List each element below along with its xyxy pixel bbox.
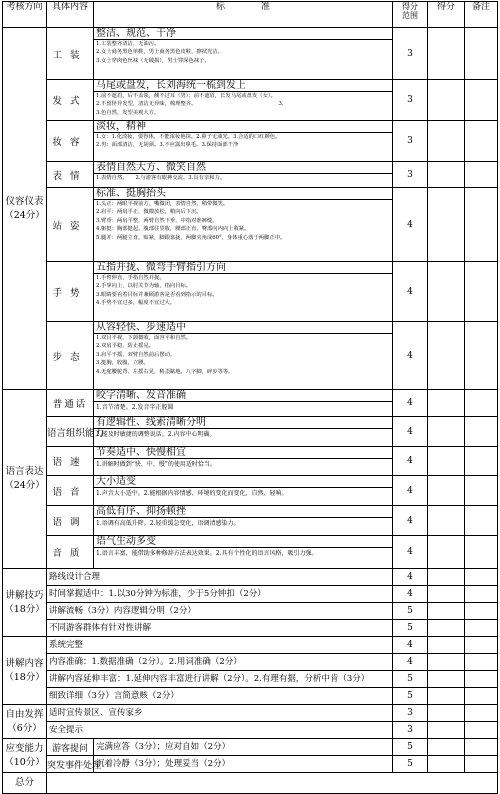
criteria-row (3, 28, 498, 80)
max-score: 4 (393, 188, 428, 262)
score-cell[interactable] (428, 688, 465, 705)
standard-cell (94, 506, 393, 536)
criteria-row (3, 188, 498, 262)
standard-cell (94, 80, 393, 121)
note-cell[interactable] (465, 447, 498, 476)
standard-cell (94, 188, 393, 262)
standard-heading: 有逻辑性、线索清晰分明 (94, 417, 392, 429)
score-cell[interactable] (428, 705, 465, 722)
criteria-row (3, 506, 498, 536)
category-content (3, 637, 47, 705)
standard-heading: 淡妆，精神 (94, 121, 392, 133)
category-points: （24分） (4, 209, 45, 221)
category-points: （18分） (4, 603, 45, 615)
category-label: 仪容仪表 (5, 195, 44, 207)
score-cell[interactable] (428, 739, 465, 756)
note-cell[interactable] (465, 586, 498, 603)
max-score: 3 (393, 28, 428, 80)
standard-detail: 2.肩平：两肩平正，微微放松，稍向后下沉。 (96, 209, 202, 216)
max-score: 4 (393, 447, 428, 476)
score-cell[interactable] (428, 476, 465, 506)
standard-cell (47, 654, 393, 671)
standard-text: 时间掌握适中：1.以30分钟为标准，少于5分钟扣（2分） (49, 589, 266, 599)
category-points: （6分） (7, 722, 42, 734)
score-cell[interactable] (428, 756, 465, 773)
item-name: 妆容 (47, 121, 94, 162)
standard-detail: 4.躯挺：胸部挺起、腹部往里收，腰部正直，臀部向内向上收紧。 (96, 226, 250, 233)
criteria-row (3, 536, 498, 569)
category-improv (3, 705, 47, 739)
standard-detail: 2.手掌向上，以肘关节为轴，指向目标。 (96, 283, 192, 290)
max-score: 4 (393, 536, 428, 569)
note-cell[interactable] (465, 262, 498, 322)
header-category: 考核方向 (3, 2, 47, 28)
category-appearance (3, 28, 47, 390)
standard-heading: 节奏适中、快慢相宜 (94, 447, 392, 459)
header-max-score: 得分 范围 (393, 2, 428, 28)
max-score: 4 (393, 637, 428, 654)
standard-heading: 标准、挺胸抬头 (94, 188, 392, 200)
score-cell[interactable] (428, 620, 465, 637)
standard-detail: 1.女：1.化淡妆，要得体，不能浓妆艳抹。2.鼻子无油光。3.合适的口红颜色。 (96, 134, 281, 140)
standard-cell (94, 121, 393, 162)
standard-text: 路线设计合理 (49, 572, 101, 582)
standard-detail: 3.眼睛要看着目标并兼顾游客是否看到指示的目标。 (96, 291, 218, 298)
score-cell[interactable] (428, 722, 465, 739)
item-name: 表情 (47, 162, 94, 188)
max-score: 4 (393, 506, 428, 536)
criteria-row (3, 722, 498, 739)
standard-detail: 3.挺胸，收腹，立腰。 (96, 360, 149, 367)
category-label: 自由发挥 (5, 708, 44, 720)
note-cell[interactable] (465, 162, 498, 188)
note-cell[interactable] (465, 671, 498, 688)
standard-heading: 整洁、规范、干净 (94, 28, 392, 40)
standard-detail: 1.双目平视，下颌微收，面容平和自然。 (96, 335, 192, 341)
standard-cell (47, 569, 393, 586)
standard-cell (94, 262, 393, 322)
note-cell[interactable] (465, 739, 498, 756)
header-row (3, 2, 498, 28)
category-response (3, 739, 47, 773)
max-score: 5 (393, 603, 428, 620)
criteria-row (3, 322, 498, 390)
standard-heading: 从容轻快、步速适中 (94, 322, 392, 334)
category-points: （10分） (4, 756, 45, 768)
score-cell[interactable] (428, 162, 465, 188)
criteria-row (3, 476, 498, 506)
score-cell[interactable] (428, 322, 465, 390)
item-name: 站姿 (47, 188, 94, 262)
max-score: 3 (393, 121, 428, 162)
score-cell[interactable] (428, 417, 465, 447)
criteria-row (3, 654, 498, 671)
criteria-row (3, 121, 498, 162)
standard-cell (47, 637, 393, 654)
standard-heading: 马尾或盘发，长刘海统一梳到发上 (94, 80, 392, 92)
item-name: 游客提问 (47, 739, 94, 756)
total-label: 总分 (3, 773, 47, 794)
standard-heading: 语气生动多变 (94, 536, 392, 548)
standard-cell (94, 390, 393, 417)
standard-text: 系统完整 (49, 640, 84, 650)
item-name: 工装 (47, 28, 94, 80)
criteria-row (3, 671, 498, 688)
standard-cell (47, 620, 393, 637)
standard-cell (47, 705, 393, 722)
standard-text: 讲解内容延伸丰富：1.延伸内容丰富进行讲解（2分）。2.有理有据，分析中肯（3分） (49, 674, 370, 684)
score-cell[interactable] (428, 121, 465, 162)
category-expression (3, 390, 47, 569)
criteria-row (3, 586, 498, 603)
item-name: 语音 (47, 476, 94, 506)
max-score: 4 (393, 476, 428, 506)
note-cell[interactable] (465, 121, 498, 162)
item-name: 突发事件处理 (47, 756, 94, 773)
standard-cell (94, 28, 393, 80)
score-cell[interactable] (428, 603, 465, 620)
max-score: 4 (393, 654, 428, 671)
standard-detail: 3.女士穿肉色丝袜（无破损），男士穿深色袜子。 (96, 57, 210, 64)
standard-detail: 1.能及时敏捷的调整说话。2.内容中心明确。 (96, 431, 216, 438)
standard-detail: 4.手势不宜过多，幅度不宜过大。 (96, 300, 176, 307)
standard-detail: 1.手臂伸直，手指自然并拢。 (96, 275, 165, 281)
standard-detail: 1.前不遮眉，后不盖领，侧不过耳（男）；前不遮眉，长发马尾或盘发（女）。 (96, 93, 276, 99)
header-item: 具体内容 (47, 2, 94, 28)
criteria-row (3, 637, 498, 654)
score-cell[interactable] (428, 569, 465, 586)
category-label: 应变能力 (5, 742, 44, 754)
standard-detail: 2.男：面部清洁，无胡须。3.不应露出鼻毛。3.保持面部干净 (96, 142, 239, 149)
category-label: 语言表达 (5, 466, 44, 477)
standard-detail: 3.肩平不摇，双臂自然前后摆动。 (96, 351, 176, 358)
criteria-row (3, 447, 498, 476)
standard-cell (94, 536, 393, 569)
criteria-row (3, 569, 498, 586)
standard-detail: 2.女士商务黑色单鞋，男士商务黑色皮鞋，擦拭光洁。 (96, 49, 223, 56)
standard-cell (47, 688, 393, 705)
note-cell[interactable] (465, 417, 498, 447)
category-points: （24分） (4, 480, 45, 491)
standard-detail: 3.臂垂：两肩平整，两臂自然下垂，中指对准裤缝。 (96, 217, 218, 224)
score-cell[interactable] (428, 654, 465, 671)
item-name: 语速 (47, 447, 94, 476)
item-name: 步态 (47, 322, 94, 390)
item-name: 语言组织能力 (47, 417, 94, 447)
criteria-row (3, 390, 498, 417)
score-cell[interactable] (428, 447, 465, 476)
max-score: 5 (393, 671, 428, 688)
score-cell[interactable] (428, 586, 465, 603)
total-row (3, 773, 498, 794)
note-cell[interactable] (465, 722, 498, 739)
item-name: 语调 (47, 506, 94, 536)
standard-detail: 1.语调有高低升降。2.轻重缓急变化，语调清感染力。 (96, 520, 240, 527)
max-score: 5 (393, 756, 428, 773)
standard-detail: 2.不留怪异发型，清洁无异味，梳理整齐。 3. (96, 101, 284, 108)
item-name: 音质 (47, 536, 94, 569)
note-cell[interactable] (465, 756, 498, 773)
max-score: 3 (393, 705, 428, 722)
score-cell[interactable] (428, 28, 465, 80)
criteria-row (3, 620, 498, 637)
standard-text: 不同游客群体有针对性讲解 (49, 623, 152, 633)
standard-cell (47, 603, 393, 620)
standard-cell (47, 671, 393, 688)
note-cell[interactable] (465, 637, 498, 654)
criteria-row (3, 162, 498, 188)
standard-heading: 大小适变 (94, 476, 392, 488)
standard-cell (94, 739, 393, 756)
note-cell[interactable] (465, 536, 498, 569)
note-cell[interactable] (465, 603, 498, 620)
note-cell[interactable] (465, 28, 498, 80)
criteria-row (3, 80, 498, 121)
standard-detail: 1.讲解时做到“快、中、慢”的使用适时恰当。 (96, 461, 216, 468)
standard-cell (94, 417, 393, 447)
standard-text: 完满应答（3分）；应对自如（2分） (96, 742, 231, 752)
note-cell[interactable] (465, 654, 498, 671)
standard-text: 细致详细（3分）言简意赅（2分） (49, 691, 179, 701)
score-cell[interactable] (428, 188, 465, 262)
note-cell[interactable] (465, 188, 498, 262)
criteria-row (3, 688, 498, 705)
note-cell[interactable] (465, 688, 498, 705)
category-label: 讲解内容 (5, 657, 44, 669)
standard-cell (47, 586, 393, 603)
category-technique (3, 569, 47, 637)
note-cell[interactable] (465, 322, 498, 390)
criteria-row (3, 705, 498, 722)
category-label: 讲解技巧 (5, 589, 44, 601)
max-score: 4 (393, 390, 428, 417)
criteria-row (3, 262, 498, 322)
standard-text: 内容准确：1.数据准确（2分）。2.用词准确（2分） (49, 657, 242, 667)
standard-detail: 5.腿并：两腿立直，贴紧，脚跟靠拢，两脚夹角成60°，身体重心落于两脚正中。 (96, 234, 286, 241)
score-cell[interactable] (428, 80, 465, 121)
criteria-row (3, 603, 498, 620)
note-cell[interactable] (465, 705, 498, 722)
standard-detail: 1.表情自然。 2.与游客有眼神交流。3.具有亲和力。 (96, 175, 226, 181)
scoring-table (2, 1, 498, 794)
standard-text: 适时宣传景区、宣传家乡 (49, 708, 143, 718)
standard-heading: 咬字清晰、发音准确 (94, 390, 392, 402)
item-name: 手势 (47, 262, 94, 322)
note-cell[interactable] (465, 620, 498, 637)
category-points: （18分） (4, 671, 45, 683)
standard-detail: 4.无驼腰驼背，左摇右晃，稍歪踮地，八字脚，碎步等等。 (96, 368, 234, 375)
note-cell[interactable] (465, 569, 498, 586)
note-cell[interactable] (465, 476, 498, 506)
standard-heading: 表情自然大方、微笑自然 (94, 162, 392, 174)
standard-heading: 五指并拢、微弯手臂指引方向 (94, 262, 392, 274)
total-value-cell[interactable] (47, 773, 498, 794)
standard-detail: 2.双肩平稳，防止摇晃。 (96, 343, 155, 350)
max-score: 4 (393, 569, 428, 586)
score-cell[interactable] (428, 671, 465, 688)
max-score: 5 (393, 620, 428, 637)
score-cell[interactable] (428, 637, 465, 654)
criteria-row (3, 417, 498, 447)
standard-cell (47, 722, 393, 739)
standard-cell (94, 476, 393, 506)
criteria-row (3, 739, 498, 756)
standard-text: 沉着冷静（3分）；处理妥当（2分） (96, 759, 231, 769)
note-cell[interactable] (465, 506, 498, 536)
item-name: 发式 (47, 80, 94, 121)
standard-detail: 3.色自然，发型美观大方。 (96, 109, 160, 116)
standard-detail: 1.头正：两眼平视前方，嘴微闭，表情自然，稍带微笑。 (96, 201, 229, 207)
standard-cell (94, 162, 393, 188)
header-note: 备注 (465, 2, 498, 28)
standard-detail: 1.声音大小适中。2.能根据内容情感、环境的变化而变化，自然、轻响。 (96, 490, 288, 497)
standard-text: 安全提示 (49, 725, 84, 735)
header-standard: 标 准 (94, 2, 393, 28)
score-cell[interactable] (428, 262, 465, 322)
standard-detail: 1.工装整齐清洁，无油污。 (96, 41, 160, 47)
standard-cell (94, 447, 393, 476)
max-score: 3 (393, 162, 428, 188)
max-score: 4 (393, 262, 428, 322)
note-cell[interactable] (465, 390, 498, 417)
max-score: 5 (393, 688, 428, 705)
score-cell[interactable] (428, 506, 465, 536)
header-score: 得分 (428, 2, 465, 28)
score-cell[interactable] (428, 536, 465, 569)
criteria-row (3, 756, 498, 773)
max-score: 4 (393, 586, 428, 603)
max-score: 3 (393, 722, 428, 739)
max-score: 3 (393, 80, 428, 121)
standard-cell (94, 322, 393, 390)
standard-cell (94, 756, 393, 773)
standard-text: 讲解流畅（3分）内容逻辑分明（2分） (49, 606, 196, 616)
max-score: 4 (393, 322, 428, 390)
standard-detail: 1.语言丰富，能借助多种修辞方法表达效果。2.具有个性化的语言风格，吸引力强。 (96, 550, 318, 557)
max-score: 5 (393, 739, 428, 756)
item-name: 普通话 (47, 390, 94, 417)
score-cell[interactable] (428, 390, 465, 417)
note-cell[interactable] (465, 80, 498, 121)
max-score: 4 (393, 417, 428, 447)
standard-heading: 高低有序、抑扬顿挫 (94, 506, 392, 518)
standard-detail: 1.音节清楚。2.发音字正腔圆 (96, 404, 174, 411)
